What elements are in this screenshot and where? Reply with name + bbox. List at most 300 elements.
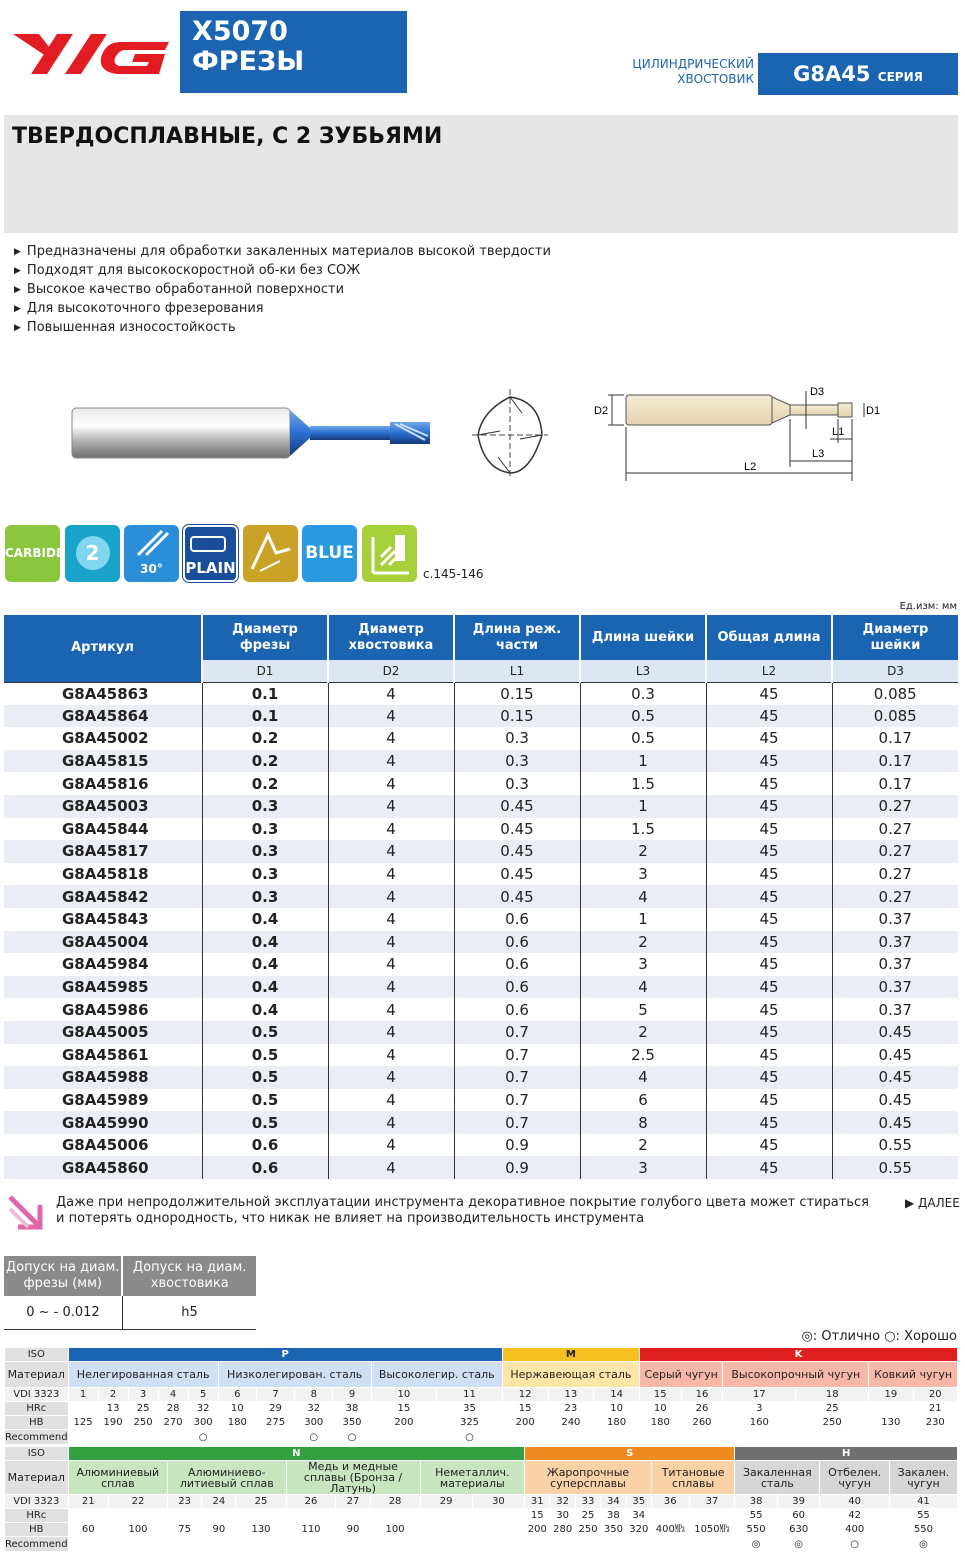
cell-d2: 4: [328, 885, 454, 908]
vdi-value: 31: [525, 1495, 550, 1509]
rec-value: [68, 1537, 108, 1552]
material-name: Нержавеющая сталь: [502, 1362, 639, 1388]
cell-d2: 4: [328, 1089, 454, 1112]
iso-group: P: [68, 1348, 502, 1362]
hb-value: 275: [256, 1416, 294, 1430]
sym-l2: L2: [706, 660, 832, 682]
end-view-drawing: [470, 387, 550, 486]
cell-l2: 45: [706, 998, 832, 1021]
cell-article: G8A45863: [4, 682, 202, 705]
hb-value: 200: [525, 1523, 550, 1537]
cell-l3: 4: [580, 885, 706, 908]
coating-note-line2: и потерять однородность, что никак не влияет на производительность инструмента: [56, 1211, 645, 1226]
cell-l1: 0.45: [454, 795, 580, 818]
rec-value: [108, 1537, 167, 1552]
cell-l3: 0.5: [580, 705, 706, 728]
cell-l3: 3: [580, 953, 706, 976]
hb-value: 180: [594, 1416, 640, 1430]
material-name: Высоколегир. сталь: [371, 1362, 502, 1388]
rec-value: ○: [295, 1430, 333, 1445]
material-name: Алюминиево-литиевый сплав: [168, 1461, 287, 1495]
vdi-value: 9: [333, 1388, 371, 1402]
vdi-value: 38: [735, 1495, 778, 1509]
shank-type-line2: ХВОСТОВИК: [677, 72, 754, 86]
cell-d1: 0.3: [202, 795, 328, 818]
rec-value: ◎: [889, 1537, 957, 1552]
note-arrow-icon: [6, 1193, 44, 1235]
cell-l1: 0.3: [454, 727, 580, 750]
header-code: X5070: [192, 16, 288, 47]
materials-table-top: [4, 1347, 958, 1445]
hrc-value: 60: [777, 1509, 820, 1523]
cell-d1: 0.5: [202, 1066, 328, 1089]
hrc-value: 21: [913, 1402, 958, 1416]
cell-l3: 8: [580, 1111, 706, 1134]
rec-value: [651, 1537, 689, 1552]
hrc-value: [168, 1509, 202, 1523]
helix-icon: [132, 529, 172, 559]
cell-article: G8A45989: [4, 1089, 202, 1112]
cell-d3: 0.37: [878, 955, 912, 974]
cell-d1: 0.3: [202, 840, 328, 863]
cell-article: G8A45004: [4, 931, 202, 954]
shank-type: [600, 57, 754, 87]
cell-l2: 45: [706, 1066, 832, 1089]
hrc-value: [370, 1509, 420, 1523]
cell-d1: 0.4: [202, 908, 328, 931]
cell-l3: 1.5: [580, 818, 706, 841]
hb-value: 250: [128, 1416, 158, 1430]
cell-l2: 45: [706, 976, 832, 999]
feature-item: ▶ Для высокоточного фрезерования: [14, 300, 551, 319]
cell-d1: 0.5: [202, 1111, 328, 1134]
table-row: [4, 953, 958, 976]
tol-value-cutter: 0 ~ - 0.012: [4, 1296, 122, 1329]
table-row: [4, 705, 958, 728]
table-row: [4, 885, 958, 908]
vdi-value: 28: [370, 1495, 420, 1509]
rec-value: [548, 1430, 594, 1445]
cell-l2: 45: [706, 795, 832, 818]
rec-value: ○: [188, 1430, 218, 1445]
col-header-d3: Диаметр шейки: [832, 615, 958, 660]
next-link[interactable]: ▶ ДАЛЕЕ: [905, 1196, 960, 1210]
hrc-value: [420, 1509, 472, 1523]
rec-value: [236, 1537, 286, 1552]
cell-d3: 0.45: [878, 1090, 912, 1109]
hb-value: 75: [168, 1523, 202, 1537]
cell-l3: 3: [580, 1156, 706, 1179]
feature-list: [14, 243, 551, 338]
brand-logo-text: YG: [9, 12, 11, 13]
table-row: [4, 750, 958, 773]
material-name: Отбелен. чугун: [820, 1461, 889, 1495]
cell-d3: 0.37: [878, 1000, 912, 1019]
cell-d3: 0.45: [878, 1045, 912, 1064]
cell-l2: 45: [706, 705, 832, 728]
helix-badge: [124, 525, 179, 582]
hrc-value: 13: [98, 1402, 128, 1416]
cell-d3: 0.085: [832, 682, 958, 705]
material-name: Алюминиевый сплав: [68, 1461, 167, 1495]
sym-l3: L3: [580, 660, 706, 682]
cell-d2: 4: [328, 1066, 454, 1089]
hb-value: 270: [158, 1416, 188, 1430]
cell-l1: 0.3: [454, 750, 580, 773]
hb-label: HB: [5, 1523, 69, 1537]
plain-shank-icon: [189, 533, 233, 555]
cell-l2: 45: [706, 1156, 832, 1179]
hb-value: [472, 1523, 524, 1537]
vdi-value: 8: [295, 1388, 333, 1402]
hb-value: 110: [286, 1523, 336, 1537]
material-name: Закален. чугун: [889, 1461, 957, 1495]
hrc-value: 23: [548, 1402, 594, 1416]
cell-l1: 0.7: [454, 1021, 580, 1044]
plain-badge: [183, 525, 238, 582]
cell-d1: 0.5: [202, 1044, 328, 1067]
cell-l1: 0.6: [454, 976, 580, 999]
tool-photo: [70, 398, 435, 472]
hrc-value: [68, 1402, 98, 1416]
hb-value: 325: [437, 1416, 503, 1430]
vdi-value: 11: [437, 1388, 503, 1402]
hrc-value: [651, 1509, 689, 1523]
cell-article: G8A45006: [4, 1134, 202, 1157]
dim-l3: L3: [812, 448, 825, 460]
cell-l2: 45: [706, 1044, 832, 1067]
coating-note-line1: Даже при непродолжительной эксплуатации инструмента декоративное покрытие голубого цвета может стираться: [56, 1195, 869, 1210]
cell-d2: 4: [328, 840, 454, 863]
rec-value: [370, 1537, 420, 1552]
hardened-material-icon: [246, 529, 296, 579]
cell-l2: 45: [706, 1089, 832, 1112]
cell-d3: 0.45: [832, 1066, 958, 1089]
cell-l3: 1: [580, 908, 706, 931]
hrc-value: [286, 1509, 336, 1523]
hrc-value: 38: [333, 1402, 371, 1416]
cell-l3: 5: [580, 998, 706, 1021]
rec-value: [639, 1430, 681, 1445]
cell-l3: 4: [580, 976, 706, 999]
cell-article: G8A45842: [4, 885, 202, 908]
cell-d3: 0.27: [878, 865, 912, 884]
hrc-value: 10: [639, 1402, 681, 1416]
rec-value: [371, 1430, 437, 1445]
cell-l1: 0.7: [454, 1089, 580, 1112]
vdi-value: 5: [188, 1388, 218, 1402]
cell-d2: 4: [328, 795, 454, 818]
vdi-value: 1: [68, 1388, 98, 1402]
material-name: Титановые сплавы: [651, 1461, 734, 1495]
cell-l1: 0.7: [454, 1066, 580, 1089]
blue-coating-badge: BLUE: [302, 525, 357, 582]
cell-l2: 45: [706, 885, 832, 908]
vdi-value: 13: [548, 1388, 594, 1402]
hrc-value: [108, 1509, 167, 1523]
vdi-value: 3: [128, 1388, 158, 1402]
table-row: [4, 1044, 958, 1067]
materials-table-bottom: [4, 1446, 958, 1552]
cell-l2: 45: [706, 908, 832, 931]
shoulder-milling-icon: [365, 529, 415, 579]
vdi-value: 24: [202, 1495, 236, 1509]
hb-value: 350: [333, 1416, 371, 1430]
hb-value: 90: [336, 1523, 370, 1537]
iso-group: S: [525, 1447, 735, 1461]
tol-value-shank: h5: [122, 1296, 256, 1329]
hb-value: 130: [869, 1416, 913, 1430]
cell-d1: 0.4: [202, 953, 328, 976]
cell-d3: 0.17: [878, 729, 912, 748]
material-name: Высокопрочный чугун: [723, 1362, 869, 1388]
coating-note: [56, 1195, 869, 1227]
page-reference: c.145-146: [423, 567, 484, 581]
vdi-value: 30: [472, 1495, 524, 1509]
material-name: Серый чугун: [639, 1362, 722, 1388]
cell-l1: 0.15: [454, 705, 580, 728]
cell-article: G8A45815: [4, 750, 202, 773]
hrc-value: 38: [601, 1509, 626, 1523]
rec-value: ◎: [735, 1537, 778, 1552]
table-row: [4, 1111, 958, 1134]
rec-value: [98, 1430, 128, 1445]
hrc-label: HRc: [5, 1402, 69, 1416]
dimension-drawing: [594, 383, 894, 493]
iso-group: M: [502, 1348, 639, 1362]
cell-d1: 0.6: [202, 1134, 328, 1157]
rec-value: ○: [333, 1430, 371, 1445]
cell-d1: 0.5: [202, 1089, 328, 1112]
dim-d1: D1: [866, 405, 881, 417]
hrc-value: [472, 1509, 524, 1523]
hb-value: 230: [913, 1416, 958, 1430]
units-label: Ед.изм: мм: [899, 601, 957, 612]
hb-value: 550: [889, 1523, 957, 1537]
cell-d3: 0.085: [832, 705, 958, 728]
hb-value: 130: [236, 1523, 286, 1537]
table-row: [4, 931, 958, 954]
vdi-value: 36: [651, 1495, 689, 1509]
vdi-value: 6: [218, 1388, 256, 1402]
cell-l2: 45: [706, 840, 832, 863]
dim-d2: D2: [594, 405, 609, 417]
cell-d3: 0.37: [878, 910, 912, 929]
cell-article: G8A45860: [4, 1156, 202, 1179]
hrc-value: 3: [723, 1402, 796, 1416]
table-row: [4, 772, 958, 795]
rating-legend: ◎: Отлично ○: Хорошо: [801, 1329, 957, 1344]
hrc-value: 10: [594, 1402, 640, 1416]
dim-l2: L2: [744, 461, 757, 473]
cell-d2: 4: [328, 772, 454, 795]
iso-label: ISO: [5, 1348, 69, 1362]
iso-group: K: [639, 1348, 957, 1362]
vdi-value: 23: [168, 1495, 202, 1509]
rec-value: ◎: [777, 1537, 820, 1552]
cell-d2: 4: [328, 750, 454, 773]
cell-d3: 0.45: [832, 1111, 958, 1134]
vdi-label: VDI 3323: [5, 1495, 69, 1509]
cell-article: G8A45986: [4, 998, 202, 1021]
table-row: [4, 863, 958, 886]
col-header-article: Артикул: [4, 615, 202, 682]
rec-value: ○: [820, 1537, 889, 1552]
hb-value: 250: [796, 1416, 869, 1430]
hb-value: 280: [550, 1523, 575, 1537]
header-category: ФРЕЗЫ: [192, 46, 305, 77]
cell-d1: 0.4: [202, 931, 328, 954]
series-word: СЕРИЯ: [877, 70, 923, 84]
table-row: [4, 998, 958, 1021]
cell-article: G8A45990: [4, 1111, 202, 1134]
vdi-value: 14: [594, 1388, 640, 1402]
hrc-value: [68, 1509, 108, 1523]
hb-value: 125: [68, 1416, 98, 1430]
brand-logo: [8, 11, 178, 93]
vdi-value: 35: [626, 1495, 651, 1509]
hrc-value: 10: [218, 1402, 256, 1416]
dim-l1: L1: [832, 426, 845, 438]
material-label: Материал: [5, 1461, 69, 1495]
cell-d2: 4: [328, 908, 454, 931]
cell-d2: 4: [328, 705, 454, 728]
hb-value: 200: [371, 1416, 437, 1430]
cell-l3: 0.5: [580, 727, 706, 750]
rec-value: [723, 1430, 796, 1445]
cell-d2: 4: [328, 953, 454, 976]
hb-value: 1050㎫: [689, 1523, 735, 1537]
sym-d1: D1: [202, 660, 328, 682]
cell-l1: 0.6: [454, 998, 580, 1021]
rec-value: [168, 1537, 202, 1552]
rec-value: [869, 1430, 913, 1445]
cell-l1: 0.9: [454, 1156, 580, 1179]
cell-d1: 0.4: [202, 998, 328, 1021]
col-header-l3: Длина шейки: [580, 615, 706, 660]
material-name: Закаленная сталь: [735, 1461, 820, 1495]
cell-d1: 0.4: [202, 976, 328, 999]
cell-l1: 0.45: [454, 885, 580, 908]
cell-l2: 45: [706, 727, 832, 750]
vdi-value: 29: [420, 1495, 472, 1509]
shoulder-milling-badge: [362, 525, 417, 582]
cell-d1: 0.2: [202, 772, 328, 795]
cell-article: G8A45005: [4, 1021, 202, 1044]
feature-item: ▶ Предназначены для обработки закаленных материалов высокой твердости: [14, 243, 551, 262]
cell-article: G8A45984: [4, 953, 202, 976]
sym-d3: D3: [832, 660, 958, 682]
hb-value: 630: [777, 1523, 820, 1537]
dim-d3: D3: [810, 386, 825, 398]
hb-label: HB: [5, 1416, 69, 1430]
feature-item: ▶ Высокое качество обработанной поверхности: [14, 281, 551, 300]
cell-l2: 45: [706, 750, 832, 773]
table-row: [4, 1021, 958, 1044]
hb-value: 400㎫: [651, 1523, 689, 1537]
cell-l2: 45: [706, 682, 832, 705]
vdi-label: VDI 3323: [5, 1388, 69, 1402]
hrc-value: 42: [820, 1509, 889, 1523]
sym-l1: L1: [454, 660, 580, 682]
rec-value: [575, 1537, 600, 1552]
table-row: [4, 1089, 958, 1112]
table-row: [4, 1134, 958, 1157]
flutes-count: 2: [76, 536, 110, 570]
hb-value: 100: [108, 1523, 167, 1537]
material-name: Низколегирован. сталь: [218, 1362, 371, 1388]
rec-label: Recommend: [5, 1538, 68, 1550]
vdi-value: 10: [371, 1388, 437, 1402]
cell-d1: 0.6: [202, 1156, 328, 1179]
rec-value: [68, 1430, 98, 1445]
cell-d3: 0.27: [832, 885, 958, 908]
header-title-box: [180, 11, 407, 93]
hrc-value: 15: [371, 1402, 437, 1416]
vdi-value: 16: [681, 1388, 723, 1402]
table-row: [4, 682, 958, 705]
rec-value: [689, 1537, 735, 1552]
hrc-value: 55: [889, 1509, 957, 1523]
hrc-value: [236, 1509, 286, 1523]
cell-article: G8A45985: [4, 976, 202, 999]
rec-value: [472, 1537, 524, 1552]
cell-article: G8A45002: [4, 727, 202, 750]
rec-value: [525, 1537, 550, 1552]
iso-group: N: [68, 1447, 524, 1461]
cell-l2: 45: [706, 953, 832, 976]
hb-value: 160: [723, 1416, 796, 1430]
vdi-value: 34: [601, 1495, 626, 1509]
hrc-value: 25: [575, 1509, 600, 1523]
rec-value: [286, 1537, 336, 1552]
plain-label: PLAIN: [185, 559, 236, 577]
hrc-value: 32: [295, 1402, 333, 1416]
cell-article: G8A45988: [4, 1066, 202, 1089]
cell-d1: 0.1: [202, 682, 328, 705]
table-row: [4, 976, 958, 999]
cell-l3: 2: [580, 1134, 706, 1157]
vdi-value: 26: [286, 1495, 336, 1509]
page-title: ТВЕРДОСПЛАВНЫЕ, С 2 ЗУБЬЯМИ: [12, 124, 443, 149]
cell-l2: 45: [706, 1111, 832, 1134]
cell-article: G8A45844: [4, 818, 202, 841]
cell-l3: 0.3: [580, 682, 706, 705]
cell-l1: 0.3: [454, 772, 580, 795]
material-name: Нелегированная сталь: [68, 1362, 218, 1388]
table-row: [4, 795, 958, 818]
hrc-value: 55: [735, 1509, 778, 1523]
rec-value: [502, 1430, 548, 1445]
cell-l3: 1: [580, 795, 706, 818]
hb-value: 300: [295, 1416, 333, 1430]
cell-l2: 45: [706, 931, 832, 954]
cell-l3: 3: [580, 863, 706, 886]
vdi-value: 4: [158, 1388, 188, 1402]
cell-l1: 0.7: [454, 1111, 580, 1134]
table-row: [4, 1156, 958, 1179]
rec-value: [336, 1537, 370, 1552]
table-row: [4, 908, 958, 931]
series-code: G8A45: [793, 62, 871, 86]
feature-item: ▶ Повышенная износостойкость: [14, 319, 551, 338]
iso-label: ISO: [5, 1447, 69, 1461]
cell-d3: 0.45: [832, 1021, 958, 1044]
hrc-value: 26: [681, 1402, 723, 1416]
helix-angle: 30°: [140, 562, 163, 576]
vdi-value: 21: [68, 1495, 108, 1509]
hrc-value: 28: [158, 1402, 188, 1416]
